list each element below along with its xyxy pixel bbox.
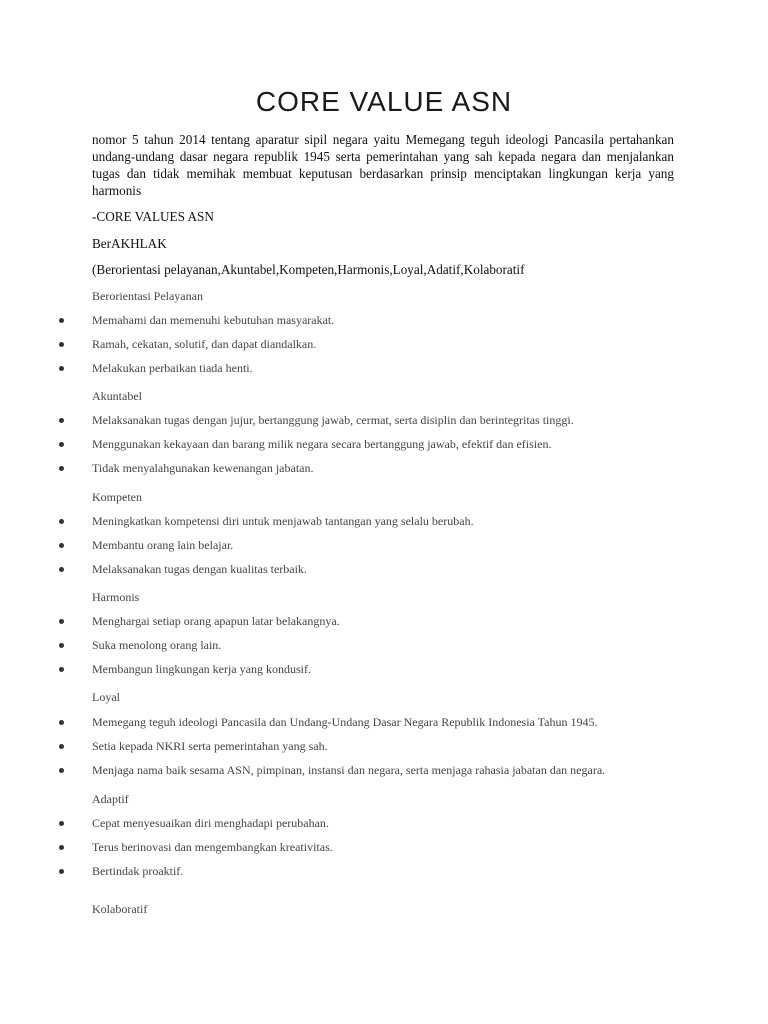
list-item-text: Menghargai setiap orang apapun latar belakangnya. — [92, 614, 340, 628]
list-item — [0, 609, 768, 633]
list-item-text: Setia kepada NKRI serta pemerintahan yang sah. — [92, 739, 328, 753]
list-item — [0, 734, 768, 758]
list-item — [0, 456, 768, 480]
section-title: Kompeten — [92, 490, 142, 504]
list-item — [0, 835, 768, 859]
list-item-text: Melaksanakan tugas dengan jujur, bertanggung jawab, cermat, serta disiplin dan berintegritas tinggi. — [92, 413, 574, 427]
list-item — [0, 811, 768, 835]
bullet-icon — [59, 366, 64, 371]
list-item-text: Ramah, cekatan, solutif, dan dapat diandalkan. — [92, 337, 317, 351]
bullet-icon — [59, 442, 64, 447]
list-item — [0, 509, 768, 533]
list-item — [0, 758, 768, 782]
bullet-list — [0, 308, 768, 380]
bullet-icon — [59, 643, 64, 648]
section-title: Berorientasi Pelayanan — [92, 289, 203, 303]
core-values-heading: -CORE VALUES ASN — [92, 209, 214, 224]
bullet-icon — [59, 466, 64, 471]
list-item-text: Memegang teguh ideologi Pancasila dan Undang-Undang Dasar Negara Republik Indonesia Tahun 1945. — [92, 715, 598, 729]
bullet-icon — [59, 318, 64, 323]
list-item-text: Memahami dan memenuhi kebutuhan masyarakat. — [92, 313, 335, 327]
list-item — [0, 710, 768, 734]
bullet-icon — [59, 567, 64, 572]
section-title: Akuntabel — [92, 389, 142, 403]
list-item-text: Membantu orang lain belajar. — [92, 538, 234, 552]
list-item-text: Tidak menyalahgunakan kewenangan jabatan. — [92, 461, 314, 475]
list-item — [0, 356, 768, 380]
list-item-text: Menggunakan kekayaan dan barang milik negara secara bertanggung jawab, efektif dan efisien. — [92, 437, 552, 451]
berakhlak-label: BerAKHLAK — [92, 236, 167, 251]
list-item-text: Membangun lingkungan kerja yang kondusif. — [92, 662, 311, 676]
list-item-text: Melakukan perbaikan tiada henti. — [92, 361, 253, 375]
list-item — [0, 657, 768, 681]
bullet-list — [0, 710, 768, 782]
intro-paragraph: nomor 5 tahun 2014 tentang aparatur sipil negara yaitu Memegang teguh ideologi Pancasila pertahankan undang-undang dasar negara republik 1945 serta pemerintahan yang sah kepada negara dan menjalankan tugas dan tidak memihak membuat keputusan berdasarkan prinsip menciptakan lingkungan kerja yang harmonis — [92, 132, 674, 198]
bullet-icon — [59, 768, 64, 773]
bullet-icon — [59, 869, 64, 874]
bullet-icon — [59, 821, 64, 826]
list-item — [0, 533, 768, 557]
list-item — [0, 557, 768, 581]
bullet-list — [0, 509, 768, 581]
list-item — [0, 859, 768, 883]
list-item — [0, 332, 768, 356]
bullet-icon — [59, 667, 64, 672]
berakhlak-expansion: (Berorientasi pelayanan,Akuntabel,Kompeten,Harmonis,Loyal,Adatif,Kolaboratif — [92, 262, 525, 277]
list-item-text: Bertindak proaktif. — [92, 864, 184, 878]
list-item — [0, 633, 768, 657]
bullet-list — [0, 609, 768, 681]
bullet-icon — [59, 619, 64, 624]
list-item-text: Meningkatkan kompetensi diri untuk menjawab tantangan yang selalu berubah. — [92, 514, 474, 528]
list-item-text: Suka menolong orang lain. — [92, 638, 222, 652]
list-item-text: Terus berinovasi dan mengembangkan kreativitas. — [92, 840, 333, 854]
list-item — [0, 432, 768, 456]
section-title: Loyal — [92, 690, 120, 704]
bullet-list — [0, 408, 768, 480]
bullet-icon — [59, 418, 64, 423]
bullet-icon — [59, 720, 64, 725]
bullet-icon — [59, 519, 64, 524]
section-title: Harmonis — [92, 590, 140, 604]
document-title: CORE VALUE ASN — [255, 86, 513, 117]
bullet-icon — [59, 543, 64, 548]
bullet-list — [0, 811, 768, 883]
bullet-icon — [59, 845, 64, 850]
bullet-icon — [59, 744, 64, 749]
list-item — [0, 308, 768, 332]
list-item-text: Melaksanakan tugas dengan kualitas terbaik. — [92, 562, 307, 576]
list-item-text: Menjaga nama baik sesama ASN, pimpinan, instansi dan negara, serta menjaga rahasia jabatan dan negara. — [92, 763, 606, 777]
list-item-text: Cepat menyesuaikan diri menghadapi perubahan. — [92, 816, 329, 830]
list-item — [0, 408, 768, 432]
section-title: Adaptif — [92, 792, 129, 806]
section-title: Kolaboratif — [92, 902, 148, 916]
bullet-icon — [59, 342, 64, 347]
